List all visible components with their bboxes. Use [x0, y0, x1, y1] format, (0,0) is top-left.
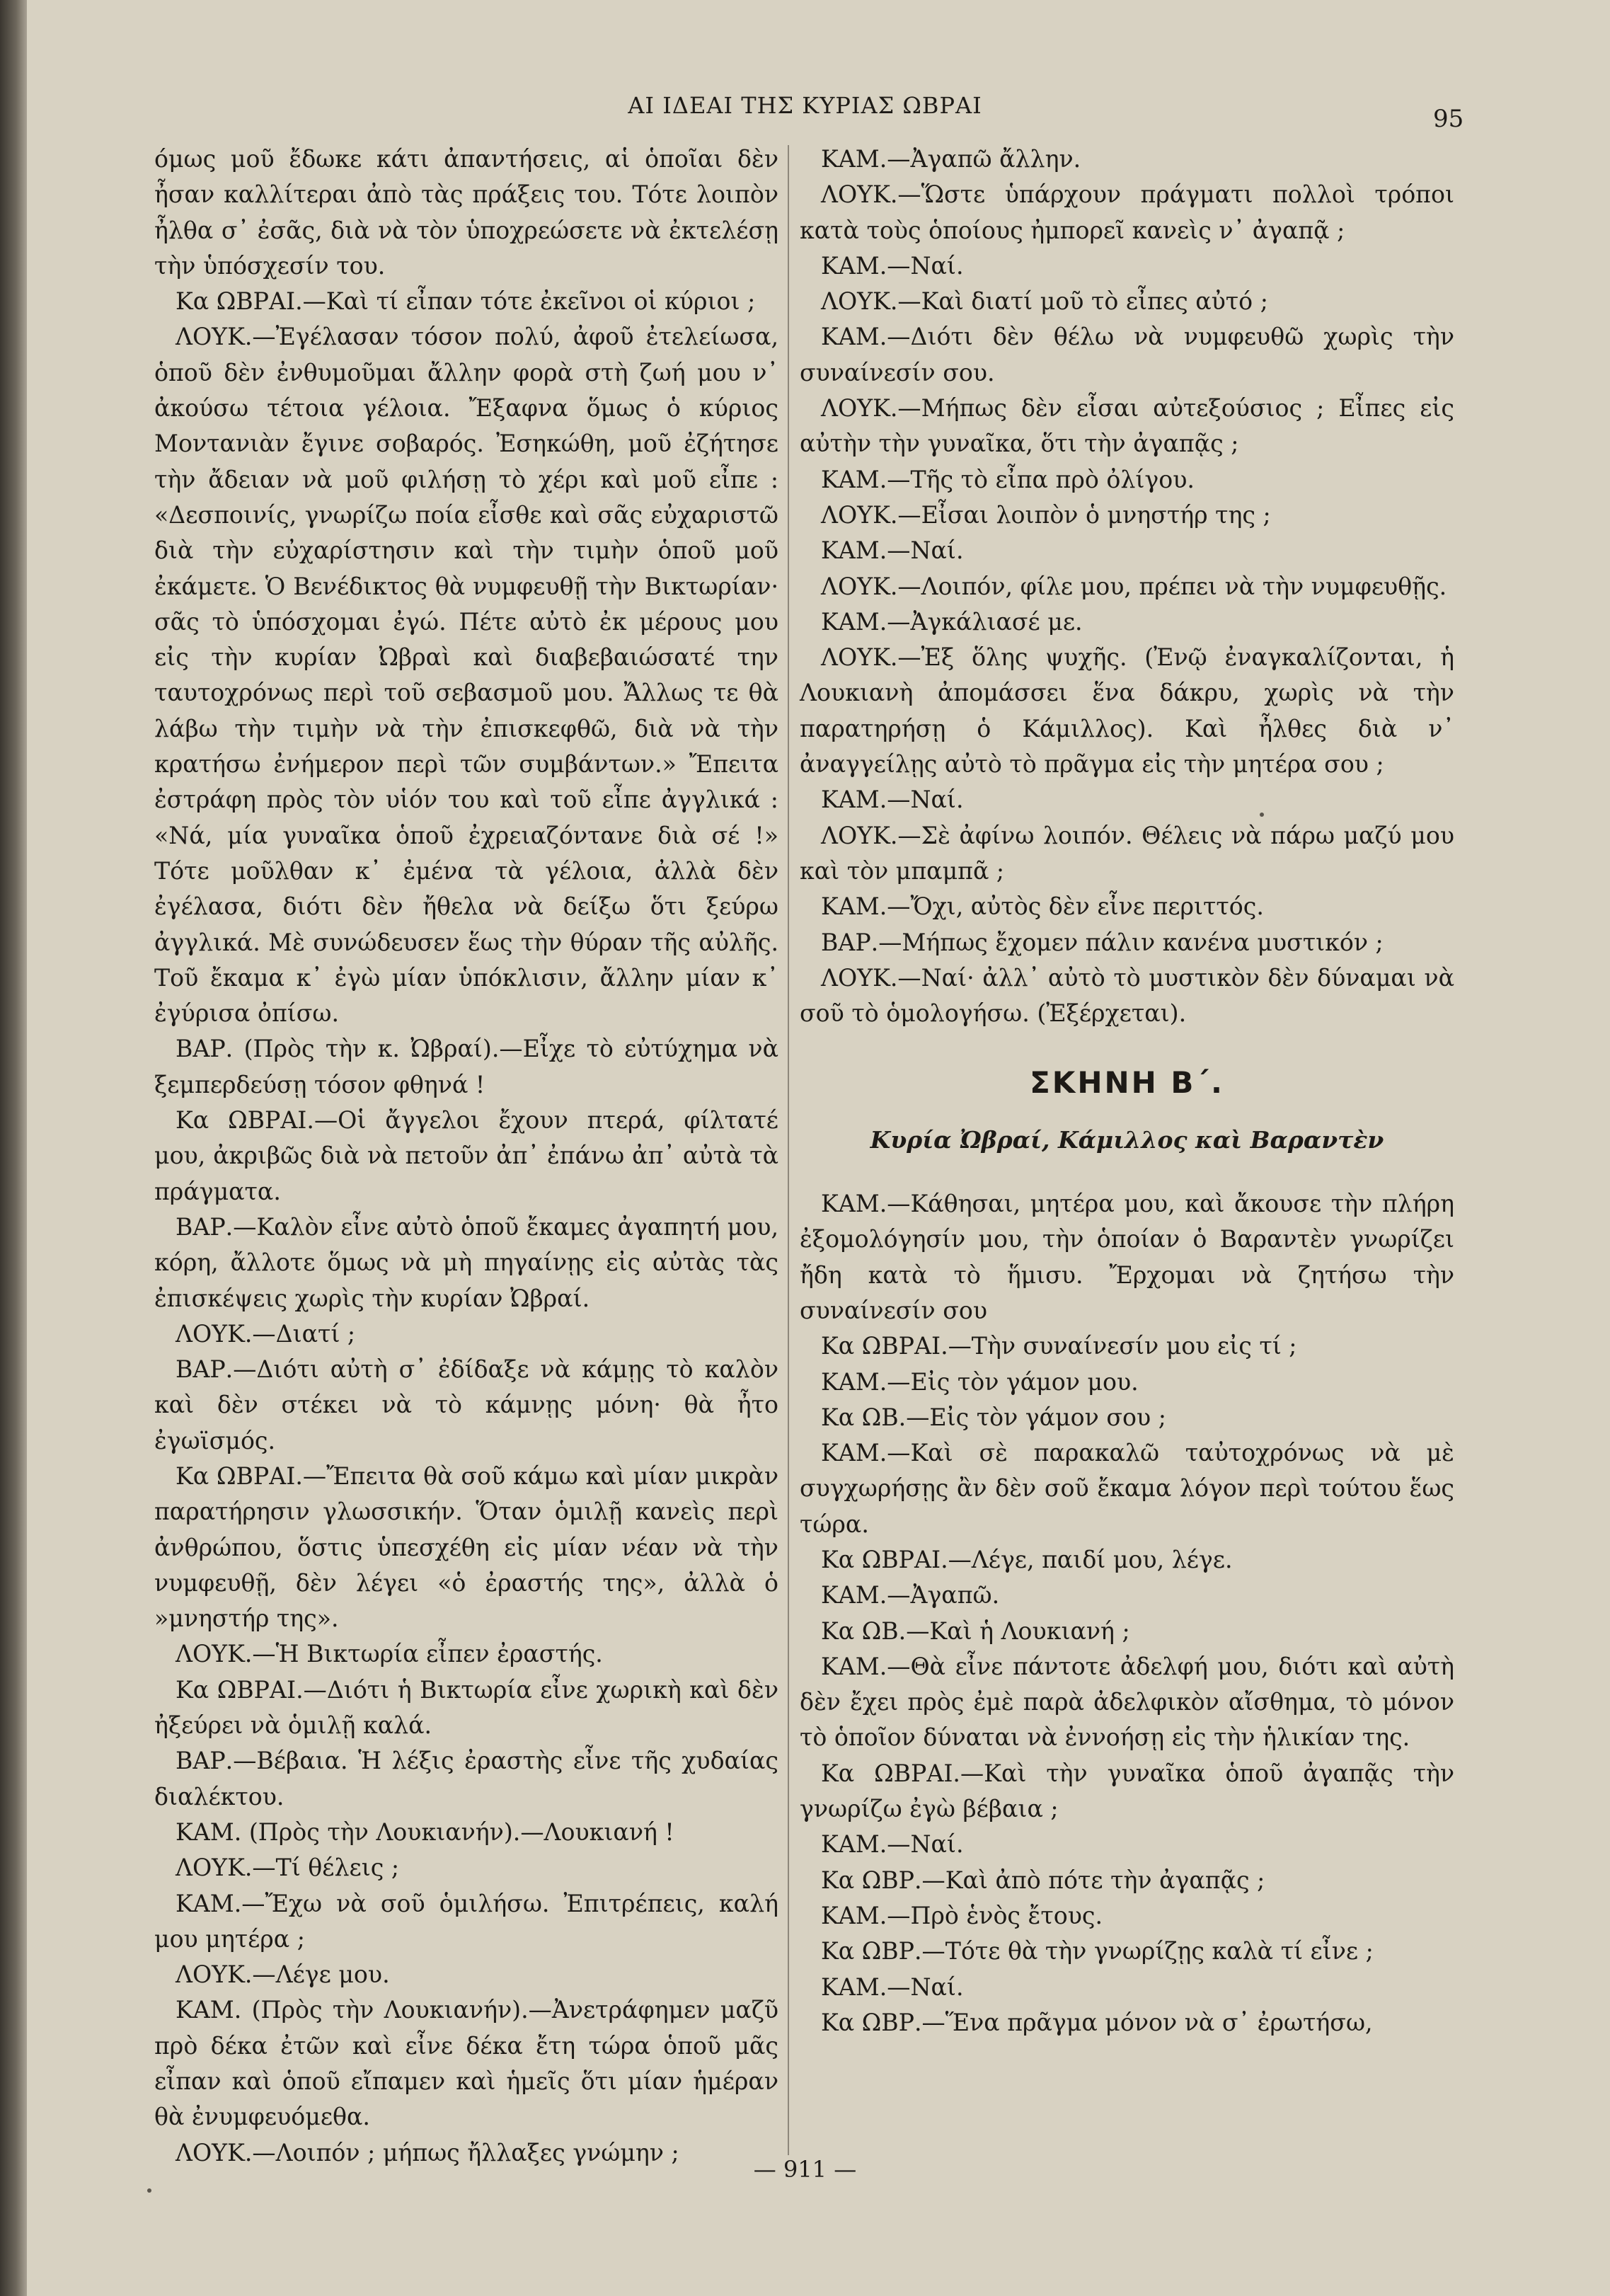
dialogue-line: ΚΑΜ.—Ἀγαπῶ.: [821, 1581, 1000, 1609]
dialogue-line: ΚΑΜ.—Πρὸ ἑνὸς ἔτους.: [821, 1901, 1103, 1929]
dialogue-line: Κα ΩΒΡΑΙ.—Οἱ ἄγγελοι ἔχουν πτερά, φίλτατέ μου, ἀκριβῶς διὰ νὰ πετοῦν ἀπ᾽ ἐπάνω ἀπ᾽ αὐτὰ τὰ πράγματα.: [154, 1106, 778, 1205]
book-binding-shadow: [0, 0, 27, 2296]
dialogue-line: ΚΑΜ.—Ἀγκάλιασέ με.: [821, 607, 1083, 636]
dialogue-line: Κα ΩΒΡΑΙ.—Καὶ τὴν γυναῖκα ὁποῦ ἀγαπᾷς τὴν γνωρίζω ἐγὼ βέβαια ;: [800, 1759, 1454, 1823]
dialogue-line: Κα ΩΒ.—Καὶ ἡ Λουκιανή ;: [821, 1617, 1130, 1645]
ink-speck: [147, 2188, 151, 2193]
dialogue-line: Κα ΩΒΡΑΙ.—Διότι ἡ Βικτωρία εἶνε χωρικὴ καὶ δὲν ἠξεύρει νὰ ὁμιλῇ καλά.: [154, 1675, 778, 1740]
ink-speck: [1260, 813, 1264, 817]
dialogue-line: Κα ΩΒΡ.—Ἕνα πρᾶγμα μόνον νὰ σ᾽ ἐρωτήσω,: [821, 2008, 1373, 2036]
dialogue-line: ΚΑΜ.—Καὶ σὲ παρακαλῶ ταὐτοχρόνως νὰ μὲ συγχωρήσῃς ἂν δὲν σοῦ ἔκαμα λόγον περὶ τούτου ἕως τώρα.: [800, 1439, 1454, 1538]
dialogue-line: ΚΑΜ. (Πρὸς τὴν Λουκιανήν).—Λουκιανή !: [176, 1818, 674, 1846]
dialogue-line: ΚΑΜ.—Ναί.: [821, 1973, 964, 2001]
scene-title: ΣΚΗΝΗ Β΄.: [1030, 1065, 1224, 1101]
dialogue-line: ΛΟΥΚ.—Λέγε μου.: [176, 1961, 390, 1989]
dialogue-line: ΛΟΥΚ.—Καὶ διατί μοῦ τὸ εἶπες αὐτό ;: [821, 287, 1268, 316]
dialogue-line: Κα ΩΒΡ.—Τότε θὰ τὴν γνωρίζῃς καλὰ τί εἶνε ;: [821, 1937, 1374, 1965]
dialogue-line: Κα ΩΒΡ.—Καὶ ἀπὸ πότε τὴν ἀγαπᾷς ;: [821, 1866, 1265, 1894]
dialogue-line: Κα ΩΒΡΑΙ.—Λέγε, παιδί μου, λέγε.: [821, 1545, 1233, 1573]
dialogue-line: Κα ΩΒΡΑΙ.—Ἔπειτα θὰ σοῦ κάμω καὶ μίαν μικρὰν παρατήρησιν γλωσσικήν. Ὅταν ὁμιλῇ κανεὶς περὶ ἀνθρώπου, ὅστις ὑπεσχέθη εἰς μίαν νέαν νὰ τὴν νυμφευθῇ, δὲν λέγει «ὁ ἐραστής της», ἀλλὰ ὁ »μνηστήρ της».: [154, 1462, 778, 1633]
dialogue-line: ΒΑΡ.—Καλὸν εἶνε αὐτὸ ὁποῦ ἔκαμες ἀγαπητή μου, κόρη, ἄλλοτε ὅμως νὰ μὴ πηγαίνῃς εἰς αὐτὰς τὰς ἐπισκέψεις χωρὶς τὴν κυρίαν Ὠβραί.: [154, 1212, 778, 1312]
dialogue-line: ΛΟΥΚ.—Εἶσαι λοιπὸν ὁ μνηστήρ της ;: [821, 500, 1271, 529]
dialogue-line: ΛΟΥΚ.—Ἐξ ὅλης ψυχῆς. (Ἐνῷ ἐναγκαλίζονται, ἡ Λουκιανὴ ἀπομάσσει ἕνα δάκρυ, χωρὶς νὰ τὴν παρατηρήσῃ ὁ Κάμιλλος). Καὶ ἦλθες διὰ ν᾽ ἀναγγείλῃς αὐτὸ τὸ πρᾶγμα εἰς τὴν μητέρα σου ;: [800, 643, 1454, 779]
dialogue-line: ΛΟΥΚ.—Σὲ ἀφίνω λοιπόν. Θέλεις νὰ πάρω μαζύ μου καὶ τὸν μπαμπᾶ ;: [800, 821, 1454, 885]
dialogue-line: ΛΟΥΚ.—Ἐγέλασαν τόσον πολύ, ἀφοῦ ἐτελείωσα, ὁποῦ δὲν ἐνθυμοῦμαι ἄλλην φορὰ στὴ ζωή μου ν᾽ ἀκούσω τέτοια γέλοια. Ἔξαφνα ὅμως ὁ κύριος Μοντανιὰν ἔγινε σοβαρός. Ἐσηκώθη, μοῦ ἐζήτησε τὴν ἄδειαν νὰ μοῦ φιλήσῃ τὸ χέρι καὶ μοῦ εἶπε : «Δεσποινίς, γνωρίζω ποία εἶσθε καὶ σᾶς εὐχαριστῶ διὰ τὴν εὐχαρίστησιν καὶ τὴν τιμὴν ὁποῦ μοῦ ἐκάμετε. Ὁ Βενέδικτος θὰ νυμφευθῇ τὴν Βικτωρίαν· σᾶς τὸ ὑπόσχομαι ἐγώ. Πέτε αὐτὸ ἐκ μέρους μου εἰς τὴν κυρίαν Ὠβραὶ καὶ διαβεβαιώσατέ την ταυτοχρόνως περὶ τοῦ σεβασμοῦ μου. Ἄλλως τε θὰ λάβω τὴν τιμὴν νὰ τὴν ἐπισκεφθῶ, διὰ νὰ τὴν κρατήσω ἐνήμερον περὶ τῶν συμβάντων.» Ἔπειτα ἐστράφη πρὸς τὸν υἱόν του καὶ τοῦ εἶπε ἀγγλικά : «Νά, μία γυναῖκα ὁποῦ ἐχρειαζόντανε διὰ σέ !» Τότε μοῦλθαν κ᾽ ἐμένα τὰ γέλοια, ἀλλὰ δὲν ἐγέλασα, διότι δὲν ἤθελα νὰ δείξω ὅτι ξεύρω ἀγγλικά. Μὲ συνώδευσεν ἕως τὴν θύραν τῆς αὐλῆς. Τοῦ ἔκαμα κ᾽ ἐγὼ μίαν ὑπόκλισιν, ἄλλην μίαν κ᾽ ἐγύρισα ὀπίσω.: [154, 323, 778, 1028]
column-divider: [788, 145, 789, 2155]
folio-number: — 911 —: [753, 2156, 857, 2183]
dialogue-line: Κα ΩΒΡΑΙ.—Τὴν συναίνεσίν μου εἰς τί ;: [821, 1332, 1297, 1360]
page-number: 95: [1433, 105, 1464, 133]
dialogue-line: ΚΑΜ.—Ἀγαπῶ ἄλλην.: [821, 145, 1081, 173]
dialogue-line: ΚΑΜ.—Ναί.: [821, 786, 964, 814]
dialogue-line: Κα ΩΒΡΑΙ.—Καὶ τί εἶπαν τότε ἐκεῖνοι οἱ κύριοι ;: [176, 287, 756, 316]
dialogue-line: ΒΑΡ.—Βέβαια. Ἡ λέξις ἐραστὴς εἶνε τῆς χυδαίας διαλέκτου.: [154, 1747, 778, 1810]
dialogue-line: ΚΑΜ. (Πρὸς τὴν Λουκιανήν).—Ἀνετράφημεν μαζῦ πρὸ δέκα ἐτῶν καὶ εἶνε δέκα ἔτη τώρα ὁποῦ μᾶς εἶπαν καὶ ὁποῦ εἴπαμεν καὶ ἡμεῖς ὅτι μίαν ἡμέραν θὰ ἐνυμφευόμεθα.: [154, 1996, 778, 2131]
scene-cast: Κυρία Ὠβραί, Κάμιλλος καὶ Βαραντὲν: [870, 1125, 1384, 1154]
dialogue-line: ΚΑΜ.—Κάθησαι, μητέρα μου, καὶ ἄκουσε τὴν πλήρη ἐξομολόγησίν μου, τὴν ὁποίαν ὁ Βαραντὲν γνωρίζει ἤδη κατὰ τὸ ἥμισυ. Ἔρχομαι νὰ ζητήσω τὴν συναίνεσίν σου: [800, 1190, 1454, 1324]
dialogue-line: ΚΑΜ.—Ἔχω νὰ σοῦ ὁμιλήσω. Ἐπιτρέπεις, καλή μου μητέρα ;: [154, 1889, 778, 1953]
dialogue-line: ΒΑΡ. (Πρὸς τὴν κ. Ὠβραί).—Εἶχε τὸ εὐτύχημα νὰ ξεμπερδεύσῃ τόσον φθηνά !: [154, 1035, 778, 1098]
dialogue-line: ΛΟΥΚ.—Μήπως δὲν εἶσαι αὐτεξούσιος ; Εἶπες εἰς αὐτὴν τὴν γυναῖκα, ὅτι τὴν ἀγαπᾷς ;: [800, 394, 1454, 458]
paragraph: όμως μοῦ ἔδωκε κάτι ἀπαντήσεις, αἱ ὁποῖαι δὲν ἦσαν καλλίτεραι ἀπὸ τὰς πράξεις του. Τότε λοιπὸν ἦλθα σ᾽ ἐσᾶς, διὰ νὰ τὸν ὑποχρεώσετε νὰ ἐκτελέσῃ τὴν ὑπόσχεσίν του.: [154, 145, 778, 280]
dialogue-line: ΒΑΡ.—Διότι αὐτὴ σ᾽ ἐδίδαξε νὰ κάμῃς τὸ καλὸν καὶ δὲν στέκει νὰ τὸ κάμνῃς μόνη· θὰ ἦτο ἐγωϊσμός.: [154, 1355, 778, 1454]
dialogue-line: ΚΑΜ.—Τῆς τὸ εἶπα πρὸ ὀλίγου.: [821, 465, 1195, 493]
dialogue-line: ΚΑΜ.—Ναί.: [821, 536, 964, 565]
dialogue-line: ΛΟΥΚ.—Ὥστε ὑπάρχουν πράγματι πολλοὶ τρόποι κατὰ τοὺς ὁποίους ἠμπορεῖ κανεὶς ν᾽ ἀγαπᾷ ;: [800, 180, 1454, 244]
dialogue-line: ΚΑΜ.—Θὰ εἶνε πάντοτε ἀδελφή μου, διότι καὶ αὐτὴ δὲν ἔχει πρὸς ἐμὲ παρὰ ἀδελφικὸν αἴσθημα, τὸ μόνον τὸ ὁποῖον δύναται νὰ ἐννοήσῃ εἰς τὴν ἡλικίαν της.: [800, 1652, 1454, 1752]
left-column: [154, 142, 778, 2171]
dialogue-line: ΛΟΥΚ.—Διατί ;: [176, 1319, 356, 1348]
dialogue-line: ΚΑΜ.—Ναί.: [821, 251, 964, 280]
dialogue-line: Κα ΩΒ.—Εἰς τὸν γάμον σου ;: [821, 1403, 1166, 1431]
dialogue-line: ΒΑΡ.—Μήπως ἔχομεν πάλιν κανένα μυστικόν ;: [821, 928, 1384, 956]
dialogue-line: ΛΟΥΚ.—Τί θέλεις ;: [176, 1854, 400, 1882]
dialogue-line: ΚΑΜ.—Διότι δὲν θέλω νὰ νυμφευθῶ χωρὶς τὴν συναίνεσίν σου.: [800, 323, 1454, 386]
dialogue-line: ΚΑΜ.—Εἰς τὸν γάμον μου.: [821, 1367, 1139, 1396]
dialogue-line: ΛΟΥΚ.—Ἡ Βικτωρία εἶπεν ἐραστής.: [176, 1640, 603, 1668]
right-column: [800, 142, 1454, 2040]
dialogue-line: ΛΟΥΚ.—Ναί· ἀλλ᾽ αὐτὸ τὸ μυστικὸν δὲν δύναμαι νὰ σοῦ τὸ ὁμολογήσω. (Ἐξέρχεται).: [800, 963, 1454, 1028]
running-head: ΑΙ ΙΔΕΑΙ ΤΗΣ ΚΥΡΙΑΣ ΩΒΡΑΙ: [628, 92, 982, 119]
dialogue-line: ΚΑΜ.—Ναί.: [821, 1830, 964, 1859]
dialogue-line: ΛΟΥΚ.—Λοιπόν, φίλε μου, πρέπει νὰ τὴν νυμφευθῇς.: [821, 572, 1447, 600]
dialogue-line: ΛΟΥΚ.—Λοιπόν ; μήπως ἤλλαξες γνώμην ;: [176, 2138, 679, 2166]
dialogue-line: ΚΑΜ.—Ὄχι, αὐτὸς δὲν εἶνε περιττός.: [821, 892, 1264, 921]
